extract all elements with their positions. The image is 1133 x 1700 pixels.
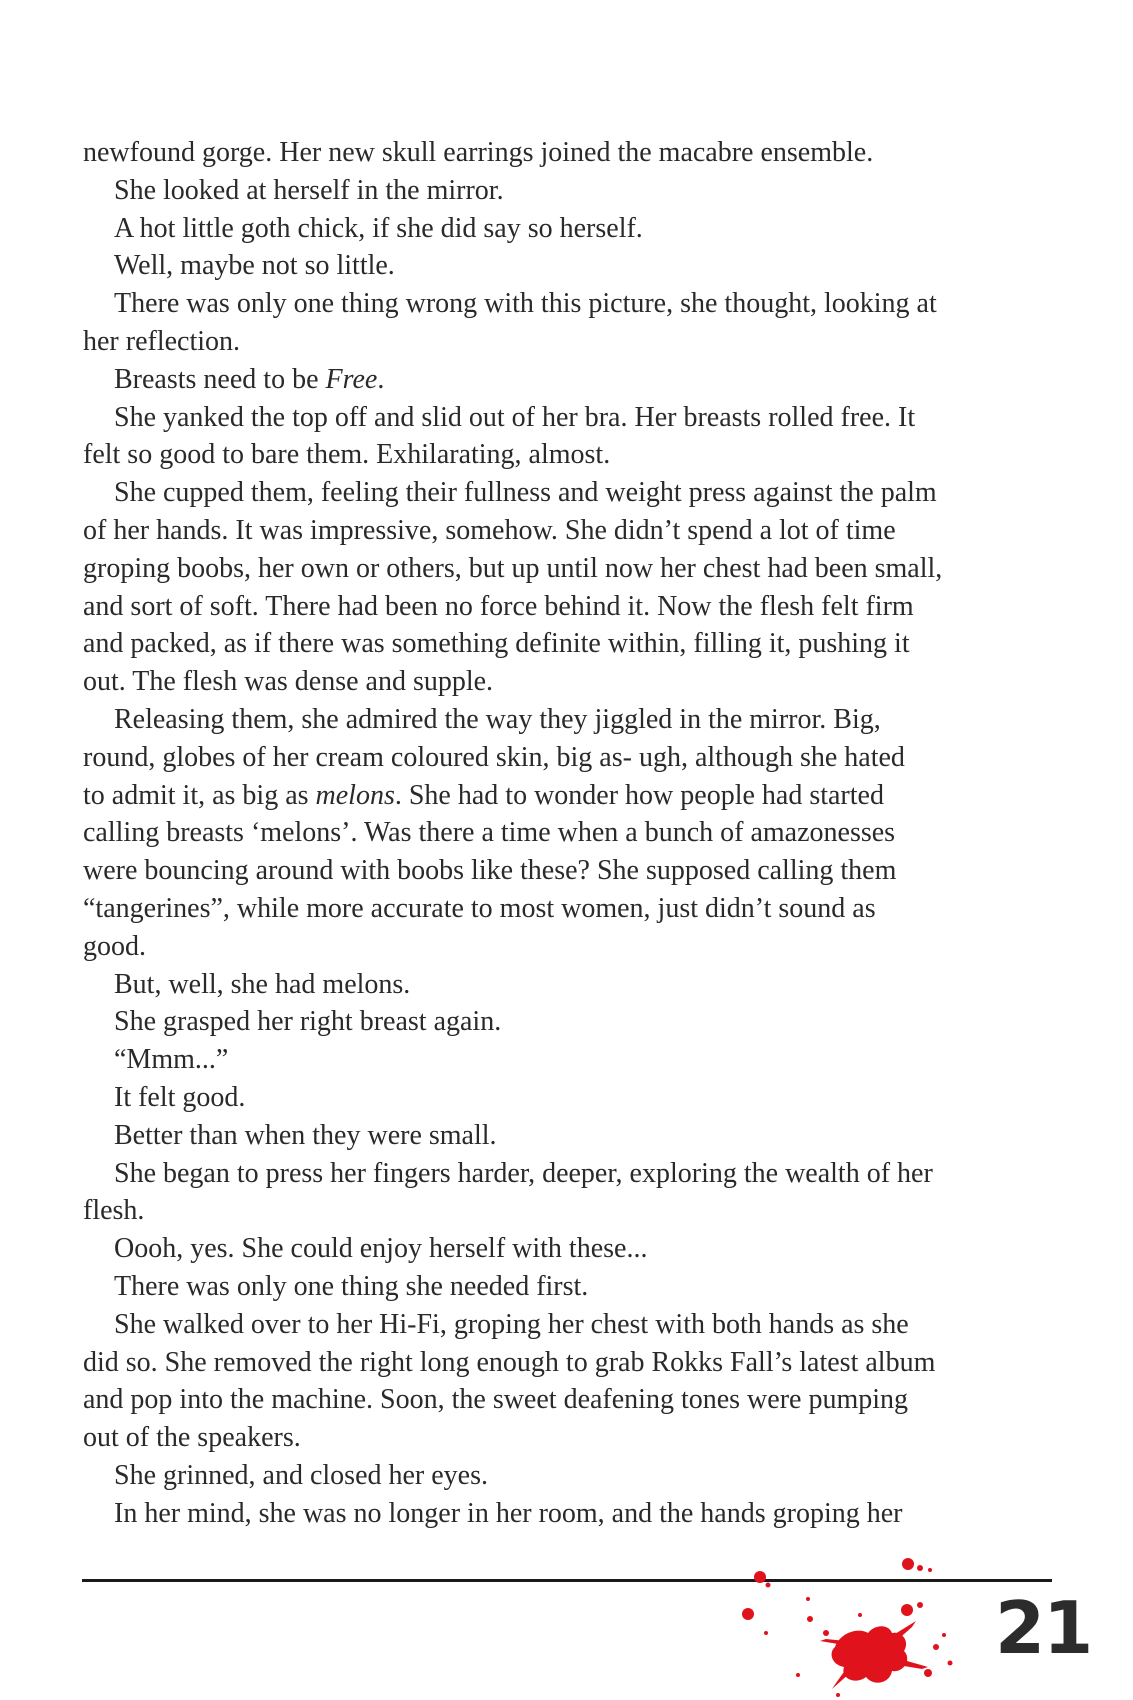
text-line-content: She grinned, and closed her eyes. (114, 1459, 488, 1491)
text-line (83, 1041, 1043, 1079)
text-line (83, 1344, 1043, 1382)
text-line-content: It felt good. (114, 1081, 246, 1113)
text-line (83, 663, 1043, 701)
text-line-content: Oooh, yes. She could enjoy herself with these... (114, 1233, 648, 1265)
text-line (83, 399, 1043, 437)
text-line (83, 966, 1043, 1004)
text-line-content: and sort of soft. There had been no force behind it. Now the flesh felt firm (83, 590, 914, 622)
text-line (83, 474, 1043, 512)
text-line (83, 852, 1043, 890)
text-line (83, 625, 1043, 663)
text-line-content: out. The flesh was dense and supple. (83, 666, 494, 698)
text-line (83, 285, 1043, 323)
text-line-content: did so. She removed the right long enough to grab Rokks Fall’s latest album (83, 1346, 936, 1378)
text-line-content: She grasped her right breast again. (114, 1006, 502, 1038)
text-line (83, 436, 1043, 474)
text-line-content: groping boobs, her own or others, but up until now her chest had been small, (83, 552, 943, 584)
text-line-content: calling breasts ‘melons’. Was there a time when a bunch of amazonesses (83, 817, 896, 849)
text-line (83, 172, 1043, 210)
text-line (83, 1306, 1043, 1344)
text-line-content: to admit it, as big as (83, 779, 316, 811)
text-line-content: “tangerines”, while more accurate to most women, just didn’t sound as (83, 892, 876, 924)
text-line (83, 1495, 1043, 1533)
text-line (83, 890, 1043, 928)
text-line-content: her reflection. (83, 325, 241, 357)
text-line (83, 1117, 1043, 1155)
text-line-content: “Mmm...” (114, 1044, 229, 1076)
text-line (83, 739, 1043, 777)
text-line (83, 1003, 1043, 1041)
text-line-content: Breasts need to be (114, 363, 326, 395)
text-line-content: round, globes of her cream coloured skin, big as- ugh, although she hated (83, 741, 905, 773)
text-line (83, 134, 1043, 172)
text-line-content: and pop into the machine. Soon, the sweet deafening tones were pumping (83, 1384, 909, 1416)
text-line (83, 550, 1043, 588)
text-line-content: In her mind, she was no longer in her room, and the hands groping her (114, 1497, 903, 1529)
text-line-continuation: . She had to wonder how people had started (394, 779, 884, 811)
text-line (83, 1381, 1043, 1419)
text-line-content: newfound gorge. Her new skull earrings joined the macabre ensemble. (83, 137, 874, 168)
text-line-content: There was only one thing she needed first. (114, 1270, 589, 1302)
text-line-continuation: . (377, 363, 385, 395)
text-line-content: She yanked the top off and slid out of her bra. Her breasts rolled free. It (114, 401, 916, 433)
text-line-content: She walked over to her Hi-Fi, groping her chest with both hands as she (114, 1308, 909, 1340)
text-line (83, 512, 1043, 550)
text-line-content: out of the speakers. (83, 1422, 301, 1454)
text-line-content: She cupped them, feeling their fullness and weight press against the palm (114, 477, 937, 509)
text-line (83, 1457, 1043, 1495)
text-line (83, 1230, 1043, 1268)
text-line (83, 210, 1043, 248)
emphasis-text: Free (325, 363, 378, 395)
body-text (83, 134, 1043, 1532)
text-line-content: flesh. (83, 1195, 145, 1227)
text-line (83, 928, 1043, 966)
text-line-content: She began to press her fingers harder, deeper, exploring the wealth of her (114, 1157, 933, 1189)
text-line (83, 361, 1043, 399)
page-number: 21 (995, 1586, 1092, 1670)
text-line-content: Well, maybe not so little. (114, 250, 395, 282)
text-line-content: and packed, as if there was something definite within, filling it, pushing it (83, 628, 910, 660)
text-line (83, 701, 1043, 739)
text-line (83, 814, 1043, 852)
text-line (83, 1268, 1043, 1306)
text-line (83, 1079, 1043, 1117)
text-line-content: A hot little goth chick, if she did say so herself. (114, 212, 643, 244)
text-line (83, 777, 1043, 815)
text-line-content: were bouncing around with boobs like these? She supposed calling them (83, 855, 897, 887)
text-line-content: There was only one thing wrong with this picture, she thought, looking at (114, 288, 937, 320)
text-line-content: Releasing them, she admired the way they jiggled in the mirror. Big, (114, 703, 881, 735)
text-line (83, 1192, 1043, 1230)
text-line-content: felt so good to bare them. Exhilarating, almost. (83, 439, 611, 471)
text-line (83, 247, 1043, 285)
text-line-content: good. (83, 930, 146, 962)
text-line-content: She looked at herself in the mirror. (114, 174, 504, 206)
emphasis-text: melons (315, 779, 395, 811)
text-line (83, 588, 1043, 626)
text-line (83, 1155, 1043, 1193)
text-line-content: of her hands. It was impressive, somehow. She didn’t spend a lot of time (83, 514, 896, 546)
text-line-content: But, well, she had melons. (114, 968, 411, 1000)
text-line (83, 1419, 1043, 1457)
text-line-content: Better than when they were small. (114, 1119, 497, 1151)
text-line (83, 323, 1043, 361)
